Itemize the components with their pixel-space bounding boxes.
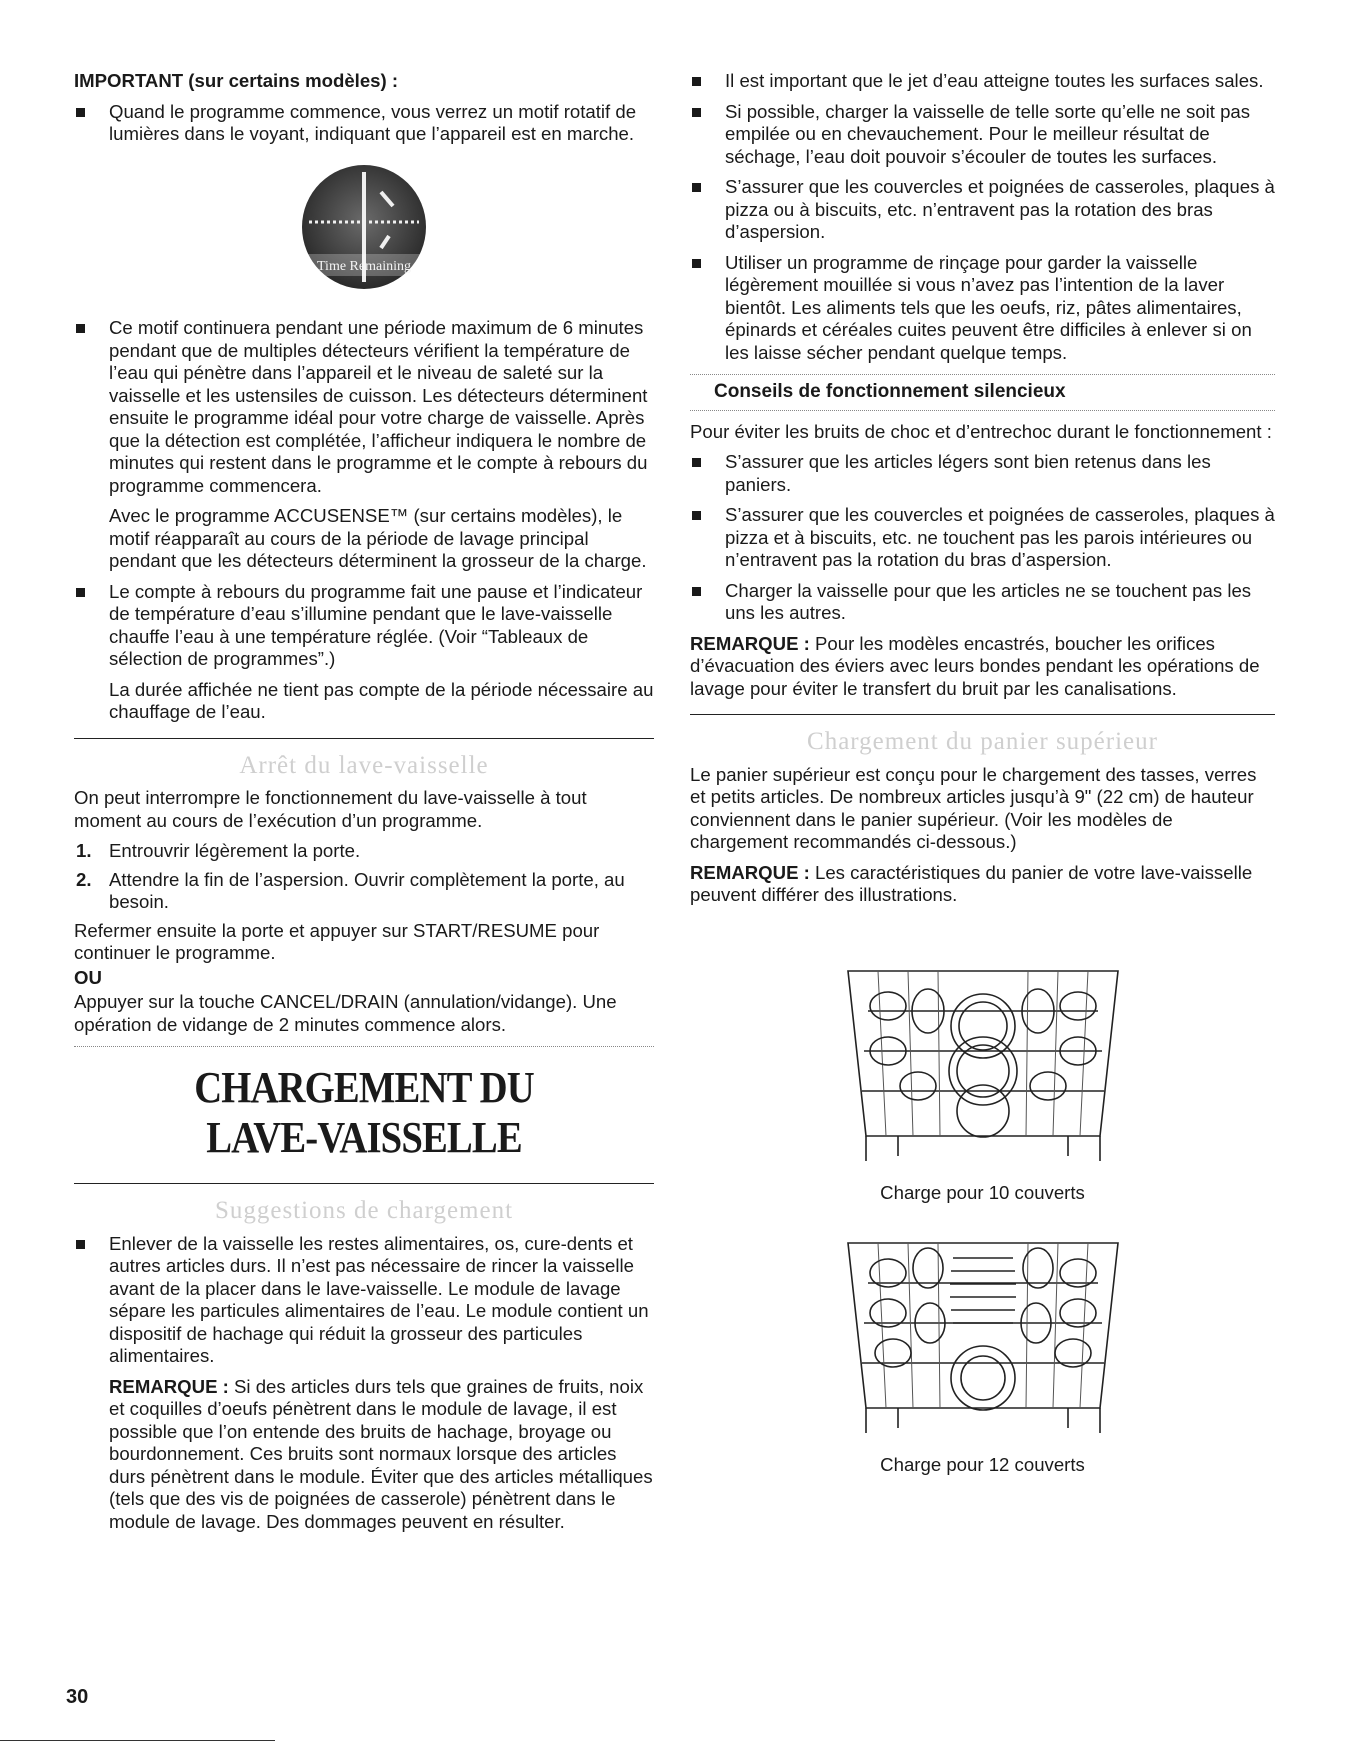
remarque-label: REMARQUE : bbox=[690, 632, 810, 654]
upper-rack-10-icon bbox=[838, 951, 1128, 1171]
countdown-list bbox=[74, 581, 654, 671]
list-item: S’assurer que les articles légers sont bien retenus dans les paniers. bbox=[690, 451, 1275, 496]
accusense-note: Avec le programme ACCUSENSE™ (sur certains modèles), le motif réapparaît au cours de la période de lavage principal pendant que les détecteurs déterminent la grosseur de la charge. bbox=[109, 505, 647, 571]
upper-rack-12-icon bbox=[838, 1223, 1128, 1443]
step-text: Attendre la fin de l’aspersion. Ouvrir complètement la porte, au besoin. bbox=[109, 868, 625, 912]
indicator-label: Time Remaining bbox=[317, 258, 411, 274]
page-number: 30 bbox=[66, 1686, 89, 1708]
upper-remarque bbox=[690, 862, 1275, 907]
stop-intro: On peut interrompre le fonctionnement du lave-vaisselle à tout moment au cours de l’exécution d’un programme. bbox=[74, 787, 587, 831]
list-item: Ce motif continuera pendant une période maximum de 6 minutes pendant que de multiples détecteurs vérifient la température de l’eau qui pénètre dans l’appareil et le niveau de saleté sur la vaisselle et les ustensiles de cuisson. Les détecteurs déterminent ensuite le programme idéal pour votre charge de vaisselle. Après que la détection est complétée, l’afficheur indiquera le nombre de minutes qui restent dans le programme et le compte à rebours du programme commencera. bbox=[74, 317, 654, 497]
list-item: Charger la vaisselle pour que les articles ne se touchent pas les uns les autres. bbox=[690, 580, 1275, 625]
left-column bbox=[74, 70, 654, 1541]
step-text: Entrouvrir légèrement la porte. bbox=[109, 840, 361, 861]
sensor-list bbox=[74, 317, 654, 497]
suggestions-heading: Suggestions de chargement bbox=[214, 1197, 514, 1224]
stop-steps bbox=[74, 840, 654, 914]
quiet-list bbox=[690, 451, 1275, 625]
important-heading: IMPORTANT (sur certains modèles) : bbox=[74, 70, 399, 91]
section-title-line2: LAVE-VAISSELLE bbox=[206, 1113, 522, 1162]
upper-heading: Chargement du panier supérieur bbox=[807, 728, 1158, 755]
divider bbox=[690, 714, 1275, 715]
cancel-text: Appuyer sur la touche CANCEL/DRAIN (annulation/vidange). Une opération de vidange de 2 minutes commence alors. bbox=[74, 991, 617, 1035]
divider bbox=[74, 1183, 654, 1184]
stop-heading: Arrêt du lave-vaisselle bbox=[239, 751, 489, 779]
list-item: Quand le programme commence, vous verrez un motif rotatif de lumières dans le voyant, indiquant que l’appareil est en marche. bbox=[74, 101, 654, 146]
list-item: Si possible, charger la vaisselle de telle sorte qu’elle ne soit pas empilée ou en chevauchement. Pour le meilleur résultat de séchage, l’eau doit pouvoir s’écouler de toutes les surfaces. bbox=[690, 101, 1275, 169]
divider bbox=[74, 738, 654, 739]
remarque-text: Si des articles durs tels que graines de fruits, noix et coquilles d’oeufs pénètrent dans le module de lavage, il est possible que l’on entende des bruits de hachage, broyage ou bourdonnement. Ces bruits sont normaux lorsque des articles durs pénètrent dans le module. Éviter que des articles métalliques (tels que des vis de poignées de casserole) pénètrent dans le module de lavage. Des dommages peuvent en résulter. bbox=[109, 1375, 653, 1532]
remarque-label: REMARQUE : bbox=[109, 1375, 229, 1397]
list-item: S’assurer que les couvercles et poignées de casseroles, plaques à pizza ou à biscuits, etc. n’entravent pas la rotation des bras d’aspersion. bbox=[690, 176, 1275, 244]
upper-text: Le panier supérieur est conçu pour le chargement des tasses, verres et petits articles. De nombreux articles jusqu’à 9" (22 cm) de hauteur conviennent dans le panier supérieur. (Voir les modèles de chargement recommandés ci-dessous.) bbox=[690, 763, 1257, 852]
divider bbox=[690, 410, 1275, 411]
important-list bbox=[74, 101, 654, 146]
bottom-line bbox=[0, 1740, 275, 1741]
quiet-heading: Conseils de fonctionnement silencieux bbox=[714, 381, 1066, 402]
remarque-text: Les caractéristiques du panier de votre lave-vaisselle peuvent différer des illustrations. bbox=[690, 861, 1253, 905]
list-item: Le compte à rebours du programme fait une pause et l’indicateur de température d’eau s’illumine pendant que le lave-vaisselle chauffe l’eau à une température réglée. (Voir “Tableaux de sélection de programmes”.) bbox=[74, 581, 654, 671]
list-item: Utiliser un programme de rinçage pour garder la vaisselle légèrement mouillée si vous n’avez pas l’intention de la laver bientôt. Les aliments tels que les oeufs, riz, pâtes alimentaires, épinards et céréales cuites peuvent être difficiles à enlever si on les laisse sécher pendant quelque temps. bbox=[690, 252, 1275, 365]
figure-caption: Charge pour 12 couverts bbox=[880, 1454, 1085, 1475]
figure-caption: Charge pour 10 couverts bbox=[880, 1182, 1085, 1203]
list-item: S’assurer que les couvercles et poignées de casseroles, plaques à pizza et à biscuits, etc. ne touchent pas les parois intérieures ou n’entravent pas la rotation du bras d’aspersion. bbox=[690, 504, 1275, 572]
rack-figure-12 bbox=[690, 1223, 1275, 1477]
step-item bbox=[74, 840, 654, 863]
step-number: 2. bbox=[76, 868, 92, 890]
right-column bbox=[690, 70, 1275, 1477]
quiet-intro: Pour éviter les bruits de choc et d’entrechoc durant le fonctionnement : bbox=[690, 420, 1272, 442]
duration-note: La durée affichée ne tient pas compte de la période nécessaire au chauffage de l’eau. bbox=[109, 678, 654, 722]
indicator-figure bbox=[74, 162, 654, 298]
list-item: Il est important que le jet d’eau atteigne toutes les surfaces sales. bbox=[690, 70, 1275, 93]
suggestion-list bbox=[74, 1233, 654, 1368]
remarque-paragraph bbox=[74, 1376, 654, 1534]
list-item: Enlever de la vaisselle les restes alimentaires, os, cure-dents et autres articles durs. Il n’est pas nécessaire de rincer la vaisselle avant de la placer dans le lave-vaisselle. Le module de lavage sépare les particules alimentaires de l’eau. Le module contient un dispositif de hachage qui réduit la grosseur des particules alimentaires. bbox=[74, 1233, 654, 1368]
step-number: 1. bbox=[76, 840, 92, 861]
quiet-remarque bbox=[690, 633, 1275, 701]
rack-figure-10 bbox=[690, 951, 1275, 1205]
loading-tips-list bbox=[690, 70, 1275, 364]
section-title bbox=[109, 1063, 619, 1163]
remarque-text: Pour les modèles encastrés, boucher les orifices d’évacuation des éviers avec leurs bondes pendant les opérations de lavage pour éviter le transfert du bruit par les canalisations. bbox=[690, 632, 1260, 699]
stop-resume: Refermer ensuite la porte et appuyer sur START/RESUME pour continuer le programme. bbox=[74, 919, 600, 963]
remarque-label: REMARQUE : bbox=[690, 861, 810, 883]
section-title-line1: CHARGEMENT DU bbox=[194, 1063, 534, 1112]
or-label: OU bbox=[74, 966, 102, 988]
step-item bbox=[74, 869, 654, 914]
divider bbox=[74, 1046, 654, 1047]
indicator-light-icon bbox=[289, 162, 439, 292]
